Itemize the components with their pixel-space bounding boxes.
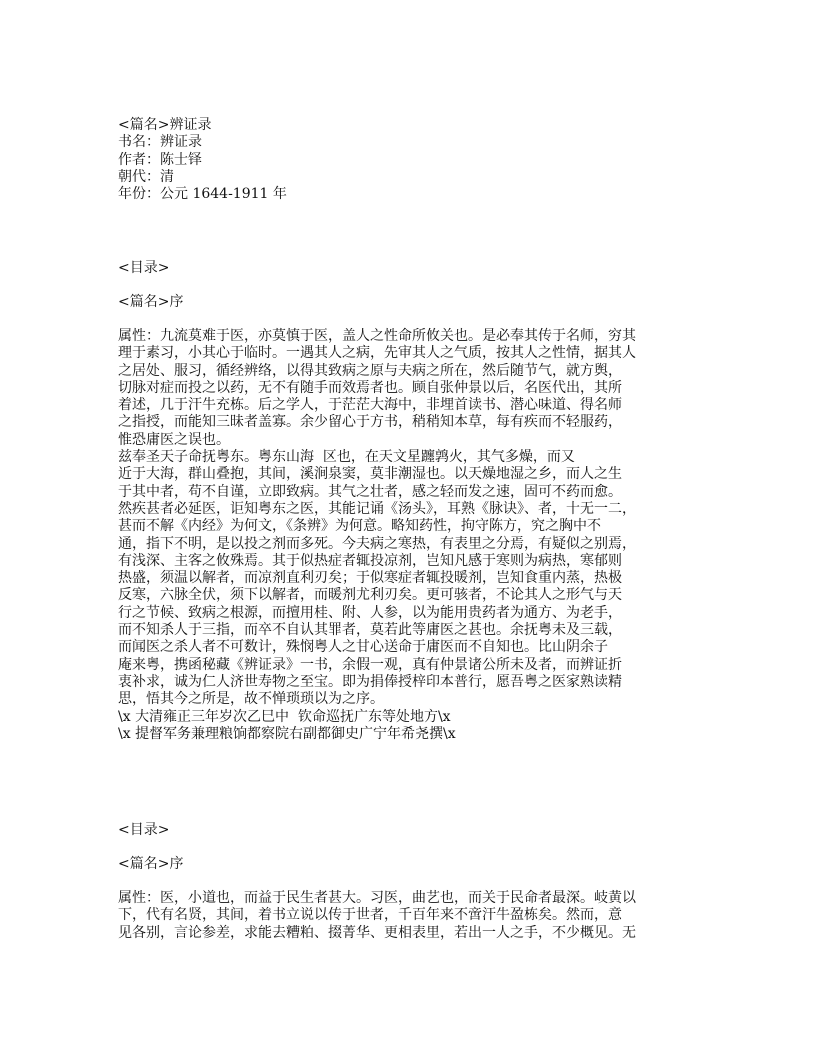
text-line: 反寒，六脉全伏，须下以解者，而暖剂尤利刃矣。更可骇者，不论其人之形气与天 xyxy=(118,587,622,604)
text-line: 而不知杀人于三指，而卒不自认其罪者，莫若此等庸医之甚也。余抚粤未及三载， xyxy=(118,622,622,639)
chapter-title: <篇名>辨证录 xyxy=(118,117,212,133)
text-line: 于其中者，苟不自谨，立即致病。其气之壮者，感之轻而发之速，固可不药而愈。 xyxy=(118,483,622,500)
text-line: 切脉对症而投之以药，无不有随手而效焉者也。顾自张仲景以后，名医代出，其所 xyxy=(118,379,622,396)
text-line: 之指授，而能知三昧者盖寡。余少留心于方书，稍稍知本草，每有疾而不轻服药， xyxy=(118,414,622,431)
toc-label: <目录> xyxy=(118,822,170,838)
book-name: 书名：辨证录 xyxy=(118,134,202,151)
text-line: 属性：医，小道也，而益于民生者甚大。习医，曲艺也，而关于民命者最深。岐黄以 xyxy=(118,890,636,906)
text-line: 之居处、服习，循经辨络，以得其致病之原与夫病之所在，然后随节气，就方舆， xyxy=(118,362,622,379)
text-line: 理于素习，小其心于临时。一遇其人之病，先审其人之气质，按其人之性情，据其人 xyxy=(118,345,636,362)
section-title-2 xyxy=(118,856,183,873)
text-line: 通，指下不明，是以投之剂而多死。今夫病之寒热，有表里之分焉，有疑似之别焉， xyxy=(118,535,636,552)
section-title-label: <篇名>序 xyxy=(118,294,184,310)
text-line: 庵来粤，携函秘藏《辨证录》一书，余假一观，真有仲景诸公所未及者，而辨证折 xyxy=(118,656,622,673)
text-line: 下，代有名贤，其间，着书立说以传于世者，千百年来不啻汗牛盈栋矣。然而，意 xyxy=(118,907,622,924)
text-line: 惟恐庸医之误也。 xyxy=(118,431,230,448)
section-title-label: <篇名>序 xyxy=(118,856,184,872)
text-line: 兹奉圣天子命抚粤东。粤东山海 区也，在天文星躔鹑火，其气多燥，而又 xyxy=(118,449,575,466)
section-title xyxy=(118,294,183,311)
book-metadata xyxy=(118,117,287,203)
text-line: 热盛，须温以解者，而凉剂直利刃矣；于似寒症者辄投暖剂，岂知食重内蒸，热极 xyxy=(118,570,622,587)
years: 年份：公元 1644-1911 年 xyxy=(118,186,287,203)
toc-heading xyxy=(118,260,169,277)
text-line: 衷补求，诚为仁人济世寿物之至宝。即为捐俸授梓印本普行，愿吾粤之医家熟读精 xyxy=(118,673,622,690)
text-line: 思，悟其今之所是，故不惮琐琐以为之序。 xyxy=(118,691,384,708)
preface-paragraph-2 xyxy=(118,890,636,942)
toc-heading-2 xyxy=(118,822,169,839)
toc-label: <目录> xyxy=(118,260,170,276)
text-line: 属性：九流莫难于医，亦莫慎于医，盖人之性命所攸关也。是必奉其传于名师，穷其 xyxy=(118,328,636,344)
preface-paragraph-1 xyxy=(118,328,636,743)
text-line: 有浅深、主客之攸殊焉。其于似热症者辄投凉剂，岂知凡感于寒则为病热，寒郁则 xyxy=(118,552,622,569)
text-line: 近于大海，群山叠抱，其间，溪涧泉窦，莫非潮湿也。以天燥地湿之乡，而人之生 xyxy=(118,466,622,483)
text-line: 行之节候、致病之根源，而擅用桂、附、人参，以为能用贵药者为通方、为老手， xyxy=(118,604,622,621)
text-line: 然疾甚者必延医，讵知粤东之医，其能记诵《汤头》，耳熟《脉诀》、者，十无一二， xyxy=(118,500,636,517)
text-line: 而闻医之杀人者不可数计，殊悯粤人之甘心送命于庸医而不自知也。比山阴余子 xyxy=(118,639,608,656)
text-line: 甚而不解《内经》为何文，《条辨》为何意。略知药性，拘守陈方，究之胸中不 xyxy=(118,518,601,535)
text-line: 见各别，言论参差，求能去糟粕、掇菁华、更相表里，若出一人之手，不少概见。无 xyxy=(118,924,636,941)
text-line: \x 提督军务兼理粮饷都察院右副都御史广宁年希尧撰\x xyxy=(118,725,456,742)
text-line: 着述，几于汗牛充栋。后之学人，于茫茫大海中，非埋首读书、潜心味道、得名师 xyxy=(118,397,622,414)
dynasty: 朝代：清 xyxy=(118,168,174,185)
author: 作者：陈士铎 xyxy=(118,151,202,168)
text-line: \x 大清雍正三年岁次乙巳中 钦命巡抚广东等处地方\x xyxy=(118,708,451,725)
